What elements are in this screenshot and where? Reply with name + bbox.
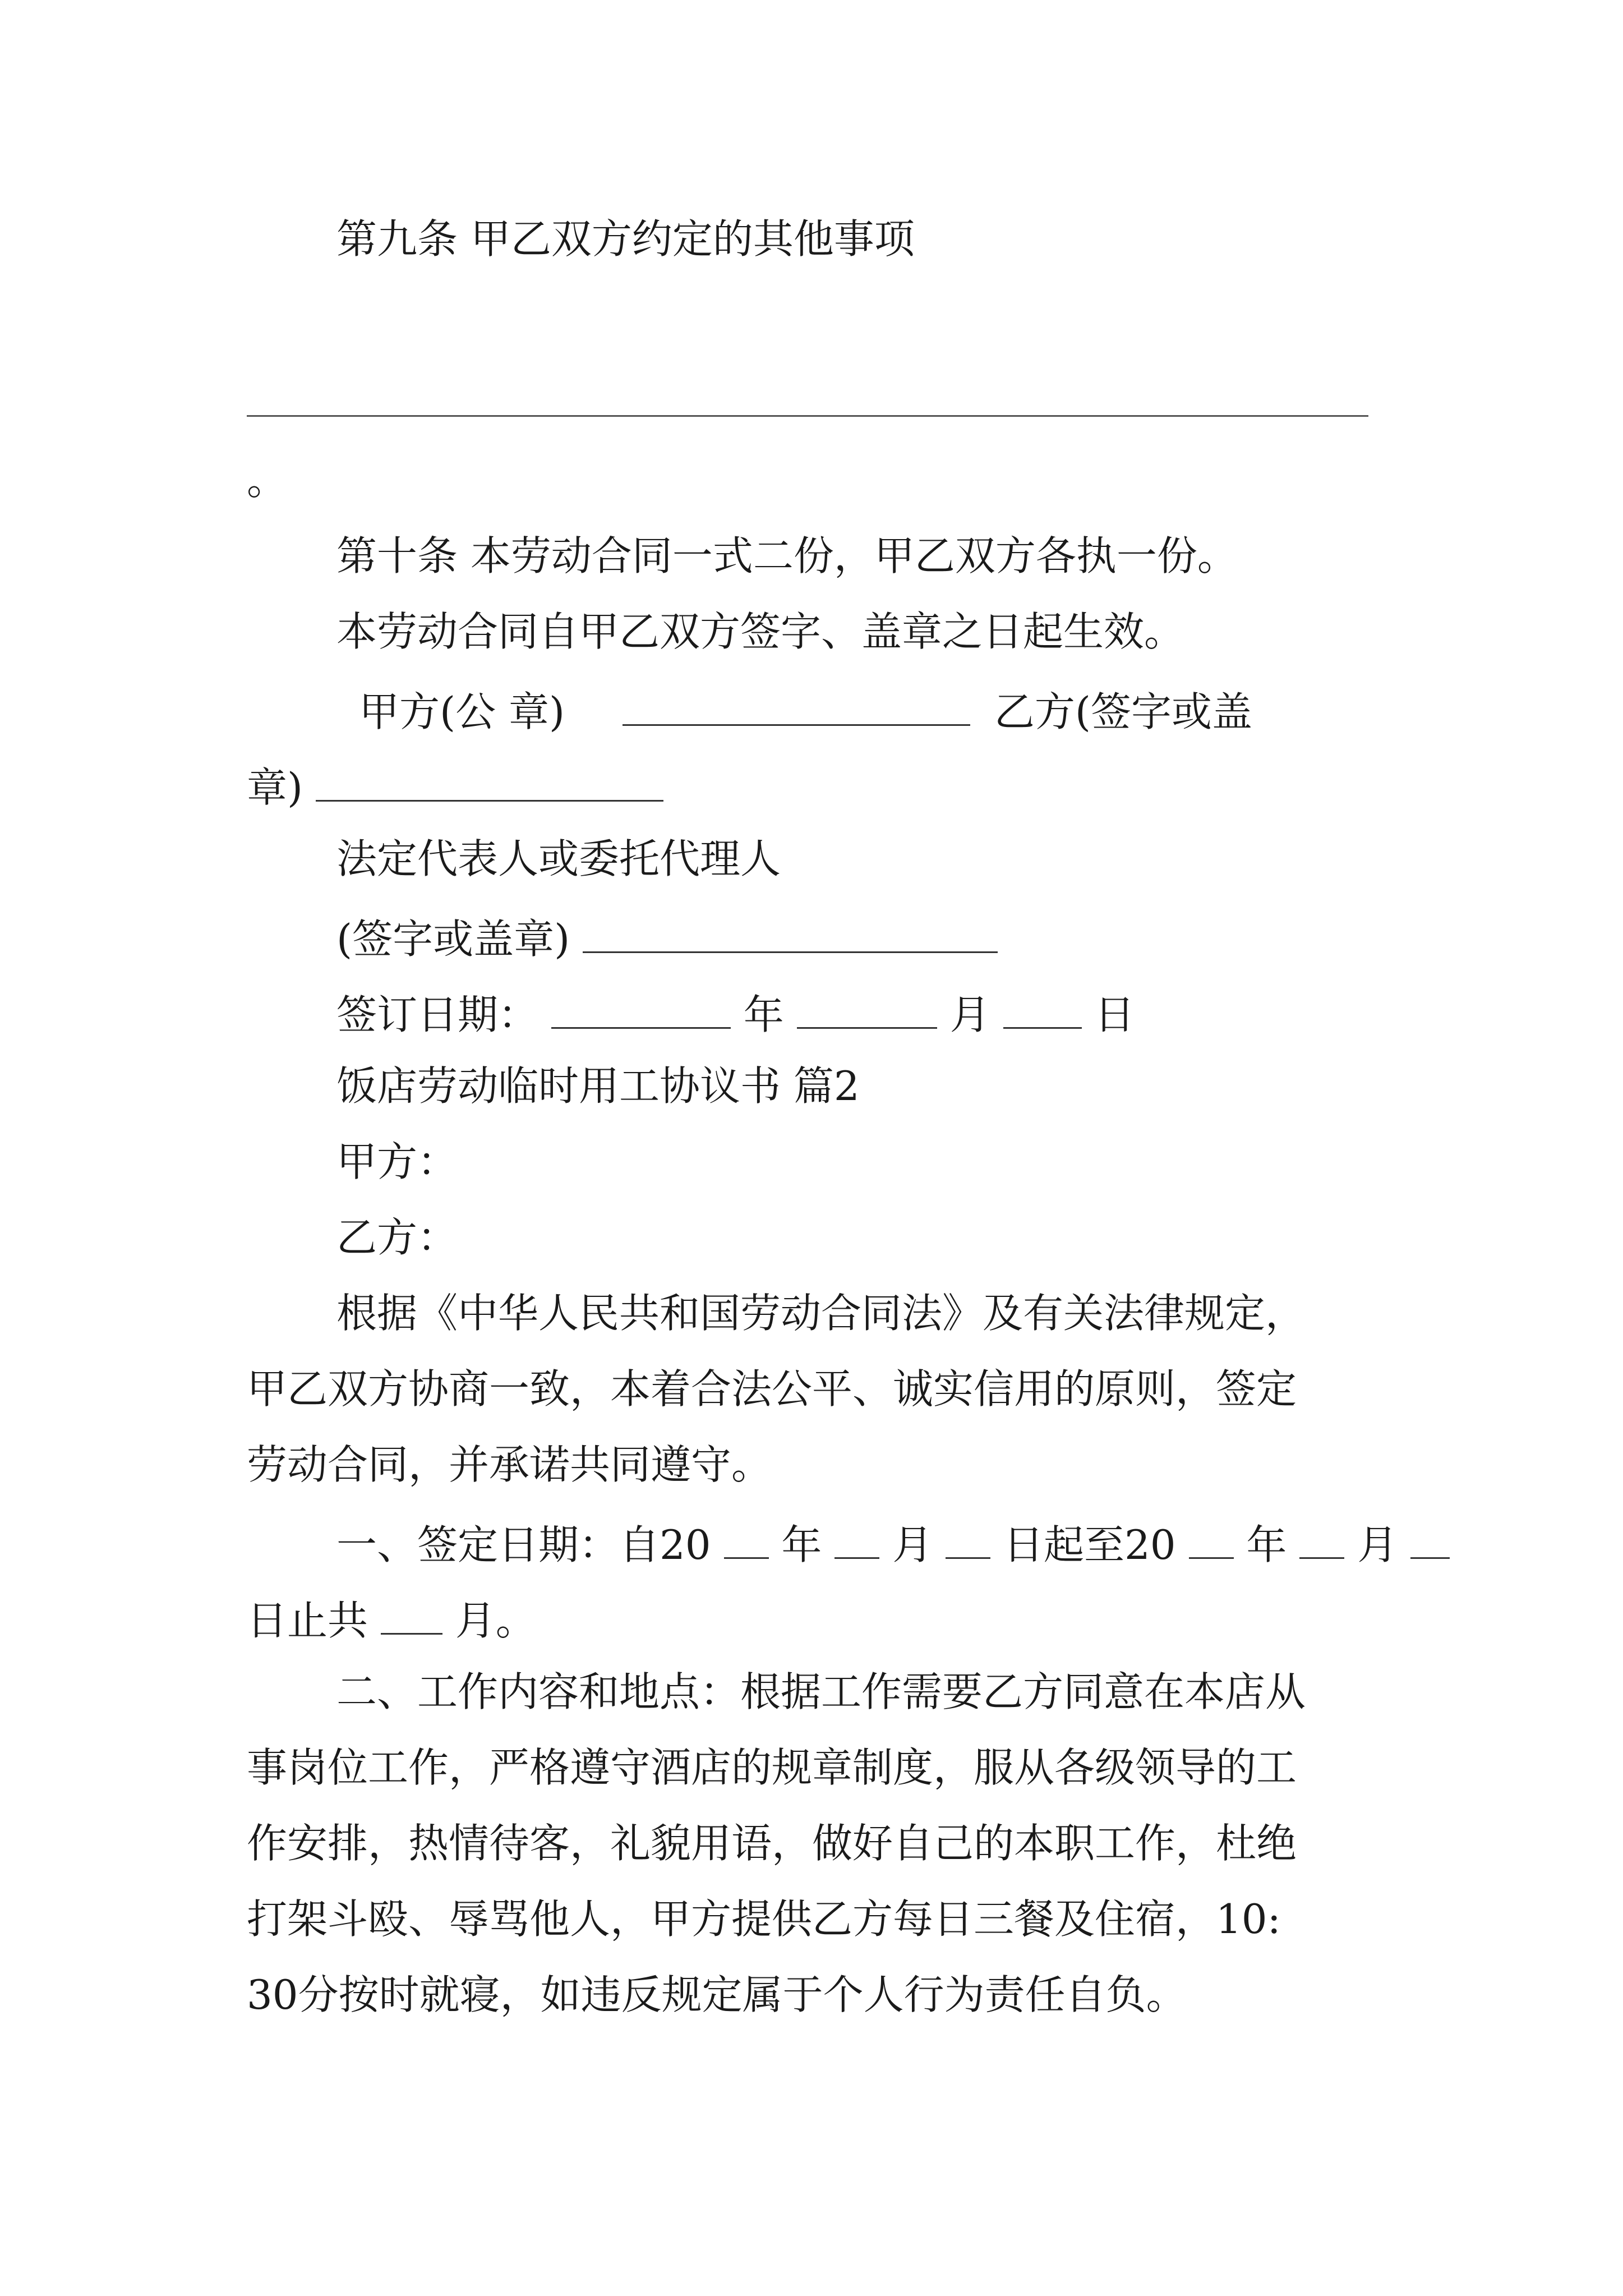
paragraph-3-line-5: 30分按时就寝，如违反规定属于个人行为责任自负。 [247, 1971, 1187, 2018]
party-b-seal-label: 乙方(签字或盖 [994, 688, 1252, 735]
party-b-seal-continuation [247, 763, 663, 825]
paragraph-2-line-2 [247, 1596, 536, 1658]
sign-year-label: 年 [743, 991, 784, 1038]
effective-clause: 本劳动合同自甲乙双方签字、盖章之日起生效。 [336, 608, 1185, 655]
blank-line-divider [247, 415, 1368, 417]
section-title-2: 饭店劳动临时用工协议书 篇2 [336, 1062, 860, 1110]
sign-year-blank [551, 990, 731, 1029]
end-month-label: 月 [1357, 1521, 1398, 1568]
sign-or-seal-line [336, 914, 998, 976]
end-month-blank [1299, 1520, 1344, 1559]
start-year-blank [724, 1520, 769, 1559]
sign-day-blank [1003, 990, 1082, 1029]
signature-line-parties [359, 687, 1252, 749]
paragraph-1-line-3: 劳动合同，并承诺共同遵守。 [247, 1441, 772, 1488]
end-year-blank [1189, 1520, 1234, 1559]
start-day-label: 日起至20 [1003, 1521, 1176, 1568]
start-month-label: 月 [892, 1521, 933, 1568]
party-b-seal-blank [316, 763, 663, 802]
paragraph-3-line-1: 二、工作内容和地点：根据工作需要乙方同意在本店从 [336, 1668, 1306, 1715]
paragraph-2-line-1 [336, 1520, 1450, 1582]
sign-day-label: 日 [1094, 991, 1135, 1038]
article-10-text: 第十条 本劳动合同一式二份，甲乙双方各执一份。 [336, 532, 1238, 579]
paragraph-1-line-2: 甲乙双方协商一致，本着合法公平、诚实信用的原则，签定 [247, 1365, 1297, 1412]
start-year-label: 年 [781, 1521, 822, 1568]
paragraph-3-line-4: 打架斗殴、辱骂他人，甲方提供乙方每日三餐及住宿，10: [247, 1895, 1281, 1943]
paragraph-3-line-3: 作安排，热情待客，礼貌用语，做好自己的本职工作，杜绝 [247, 1820, 1297, 1867]
sign-date-label: 签订日期： [336, 991, 539, 1038]
end-year-label: 年 [1246, 1521, 1287, 1568]
period-mark: 。 [247, 457, 288, 504]
total-months-blank [381, 1596, 442, 1635]
party-a-label: 甲方： [336, 1138, 458, 1185]
legal-representative-label: 法定代表人或委托代理人 [336, 835, 781, 882]
start-day-blank [946, 1520, 990, 1559]
party-a-seal-blank [623, 687, 970, 726]
party-a-seal-label: 甲方(公 章) [359, 688, 565, 735]
paragraph-3-line-2: 事岗位工作，严格遵守酒店的规章制度，服从各级领导的工 [247, 1744, 1297, 1791]
paragraph-1-line-1: 根据《中华人民共和国劳动合同法》及有关法律规定， [336, 1290, 1306, 1337]
end-day-label: 日止共 [247, 1597, 368, 1644]
contract-period-label: 一、签定日期：自20 [336, 1521, 711, 1568]
total-months-label: 月。 [455, 1597, 536, 1644]
sign-month-blank [797, 990, 937, 1029]
article-9-heading: 第九条 甲乙双方约定的其他事项 [336, 215, 915, 263]
sign-or-seal-label: (签字或盖章) [336, 915, 570, 963]
party-b-seal-label-end: 章) [247, 764, 303, 811]
sign-month-label: 月 [949, 991, 990, 1038]
party-b-label: 乙方： [336, 1214, 458, 1261]
end-day-blank [1410, 1520, 1450, 1559]
sign-date-line [336, 990, 1135, 1052]
start-month-blank [834, 1520, 879, 1559]
sign-or-seal-blank [583, 914, 998, 953]
